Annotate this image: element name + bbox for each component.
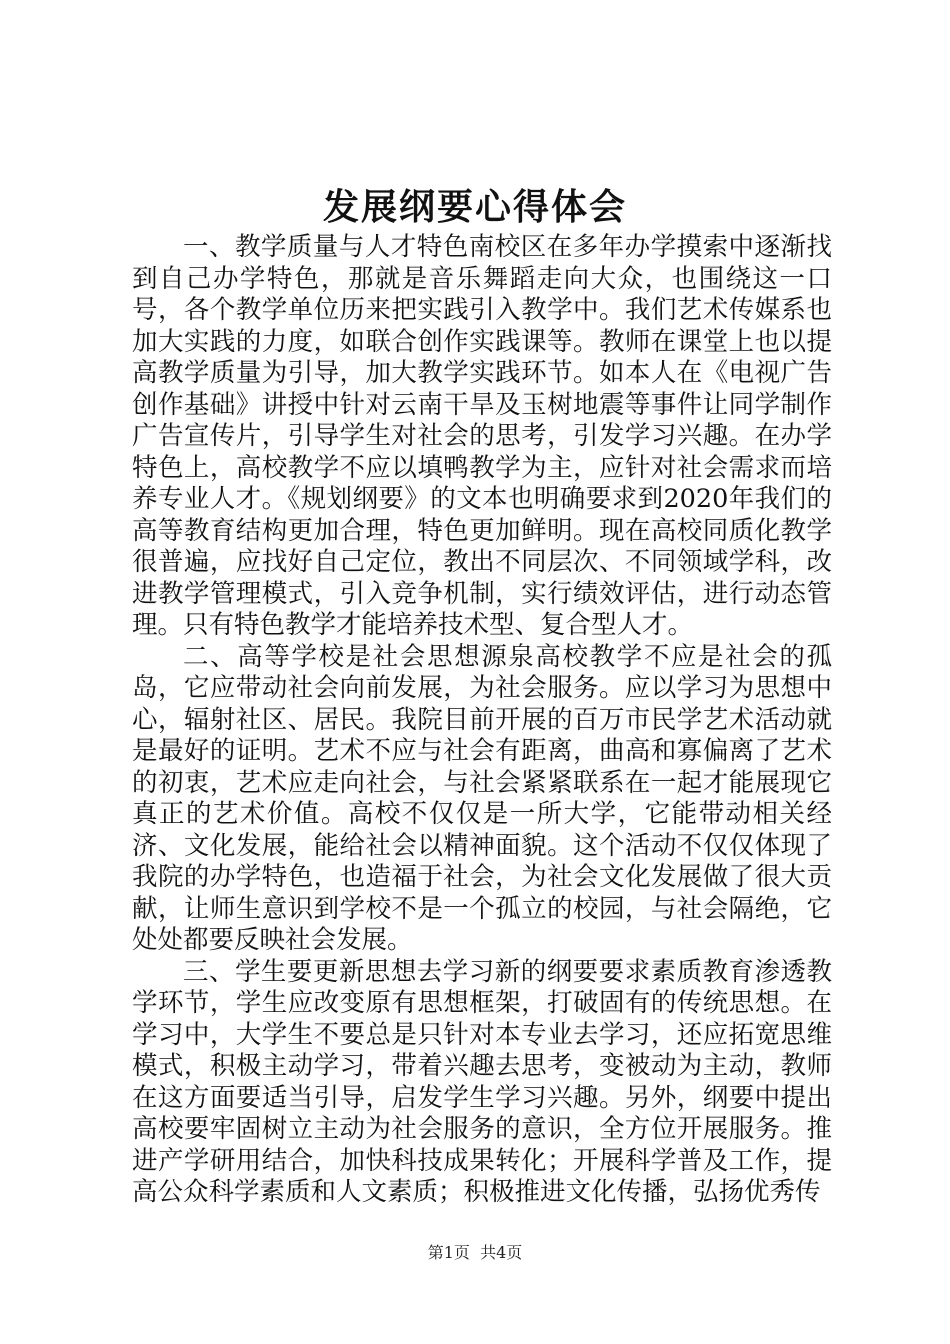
paragraph-3: 三、学生要更新思想去学习新的纲要要求素质教育渗透教学环节，学生应改变原有思想框架，打破固有的传统思想。在学习中，大学生不要总是只针对本专业去学习，还应拓宽思维模式，积极主动学习，带着兴趣去思考，变被动为主动，教师在这方面要适当引导，启发学生学习兴趣。另外，纲要中提出高校要牢固树立主动为社会服务的意识，全方位开展服务。推进产学研用结合，加快科技成果转化；开展科学普及工作，提高公众科学素质和人文素质；积极推进文化传播，弘扬优秀传 xyxy=(132,956,832,1207)
paragraph-2: 二、高等学校是社会思想源泉高校教学不应是社会的孤岛，它应带动社会向前发展，为社会服务。应以学习为思想中心，辐射社区、居民。我院目前开展的百万市民学艺术活动就是最好的证明。艺术不应与社会有距离，曲高和寡偏离了艺术的初衷，艺术应走向社会，与社会紧紧联系在一起才能展现它真正的艺术价值。高校不仅仅是一所大学，它能带动相关经济、文化发展，能给社会以精神面貌。这个活动不仅仅体现了我院的办学特色，也造福于社会，为社会文化发展做了很大贡献，让师生意识到学校不是一个孤立的校园，与社会隔绝，它处处都要反映社会发展。 xyxy=(132,641,832,955)
page-number-footer: 第1页 共4页 xyxy=(427,1243,523,1262)
paragraph-1: 一、教学质量与人才特色南校区在多年办学摸索中逐渐找到自己办学特色，那就是音乐舞蹈走向大众，也围绕这一口号，各个教学单位历来把实践引入教学中。我们艺术传媒系也加大实践的力度，如联合创作实践课等。教师在课堂上也以提高教学质量为引导，加大教学实践环节。如本人在《电视广告创作基础》讲授中针对云南干旱及玉树地震等事件让同学制作广告宣传片，引导学生对社会的思考，引发学习兴趣。在办学特色上，高校教学不应以填鸭教学为主，应针对社会需求而培养专业人才。《规划纲要》的文本也明确要求到2020年我们的高等教育结构更加合理，特色更加鲜明。现在高校同质化教学很普遍，应找好自己定位，教出不同层次、不同领域学科，改进教学管理模式，引入竞争机制，实行绩效评估，进行动态管理。只有特色教学才能培养技术型、复合型人才。 xyxy=(132,232,832,640)
document-body xyxy=(132,232,832,1209)
document-title: 发展纲要心得体会 xyxy=(322,186,627,228)
